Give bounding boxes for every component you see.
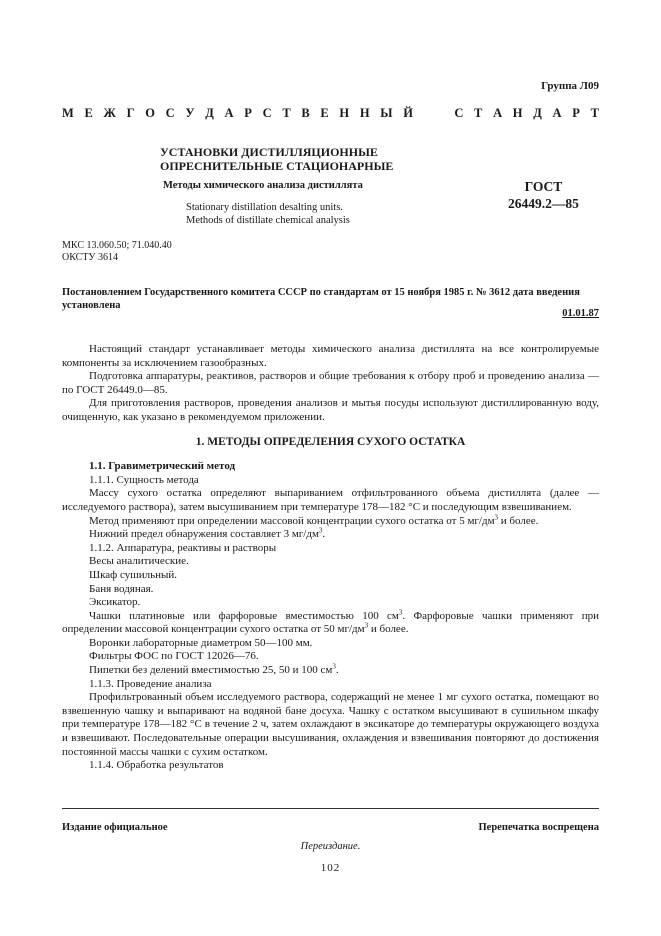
paragraph: Для приготовления растворов, проведения анализов и мытья посуды используют дистиллированную воду, очищенную, как указано в рекомендуемом приложении. bbox=[62, 397, 599, 423]
list-item: Эксикатор. bbox=[89, 596, 141, 609]
title-line-1: УСТАНОВКИ ДИСТИЛЛЯЦИОННЫЕ bbox=[160, 145, 378, 159]
header-letter: Н bbox=[339, 106, 350, 120]
paragraph: Подготовка аппаратуры, реактивов, растворов и общие требования к отбору проб и проведению анализа — по ГОСТ 26449.0—85. bbox=[62, 370, 599, 396]
header-letter: М bbox=[62, 106, 74, 120]
header-letter: У bbox=[185, 106, 195, 120]
header-letter: С bbox=[165, 106, 175, 120]
header-letter: А bbox=[552, 106, 562, 120]
header-letter: Д bbox=[533, 106, 542, 120]
header-letter: Е bbox=[84, 106, 93, 120]
reissue-note: Переиздание. bbox=[300, 841, 361, 852]
standard-subtitle: Методы химического анализа дистиллята bbox=[163, 180, 363, 191]
header-letter: С bbox=[454, 106, 464, 120]
official-edition: Издание официальное bbox=[62, 822, 168, 833]
header-letter: Т bbox=[474, 106, 483, 120]
clause-heading: 1.1.3. Проведение анализа bbox=[89, 677, 212, 690]
paragraph: Массу сухого остатка определяют выпариванием отфильтрованного объема дистиллята (далее — исследуемого раствора), затем высушиванием при температуре 178—182 °С и последующим взвешиванием. bbox=[62, 487, 599, 513]
header-letter: Й bbox=[403, 106, 413, 120]
clause-heading: 1.1.1. Сущность метода bbox=[89, 473, 199, 486]
header-letter: Г bbox=[126, 106, 135, 120]
header-letter: Т bbox=[590, 106, 599, 120]
clause-heading: 1.1.2. Аппаратура, реактивы и растворы bbox=[89, 541, 277, 554]
classification-codes bbox=[62, 240, 172, 264]
list-item: Пипетки без делений вместимостью 25, 50 и 100 $см^3$. bbox=[89, 662, 339, 677]
gost-number-block bbox=[508, 178, 579, 212]
header-letter: Р bbox=[244, 106, 252, 120]
header-letter: А bbox=[493, 106, 503, 120]
title-line-2: ОПРЕСНИТЕЛЬНЫЕ СТАЦИОНАРНЫЕ bbox=[160, 159, 394, 173]
list-item: Весы аналитические. bbox=[89, 555, 189, 568]
header-letter: Д bbox=[205, 106, 214, 120]
header-letter: Е bbox=[320, 106, 329, 120]
header-letter: В bbox=[301, 106, 310, 120]
page-number: 102 bbox=[320, 862, 341, 874]
list-item: Фильтры ФОС по ГОСТ 12026—76. bbox=[89, 650, 259, 663]
clause-heading: 1.1.4. Обработка результатов bbox=[89, 759, 224, 772]
header-letter: Н bbox=[512, 106, 523, 120]
reprint-forbidden: Перепечатка воспрещена bbox=[478, 822, 599, 833]
mks-code: МКС 13.060.50; 71.040.40 bbox=[62, 240, 172, 251]
header-letter: Ы bbox=[380, 106, 393, 120]
gost-label: ГОСТ bbox=[524, 179, 563, 194]
paragraph: Настоящий стандарт устанавливает методы химического анализа дистиллята на все контролируемые компоненты за исключением газообразных. bbox=[62, 343, 599, 369]
header-letter: Ж bbox=[103, 106, 116, 120]
paragraph: Профильтрованный объем исследуемого раствора, содержащий не менее 1 мг сухого остатка, помещают во взвешенную чашку и выпаривают на водяной бане досуха. Чашку с остатком высушивают в сушильном шкафу при температуре 178—182 °С в течение 2 ч, затем охлаждают в эксикаторе до температуры окружающего воздуха и взвешивают. Последовательные операции высушивания, охлаждения и взвешивания повторяют до достижения постоянной массы чашки с сухим остатком. bbox=[62, 691, 599, 758]
standard-title bbox=[160, 145, 393, 173]
effective-date: 01.01.87 bbox=[562, 308, 599, 319]
english-title-line-1: Stationary distillation desalting units. bbox=[186, 202, 343, 213]
document-body bbox=[62, 343, 599, 773]
okstu-code: ОКСТУ 3614 bbox=[62, 252, 119, 263]
header-letter: С bbox=[262, 106, 272, 120]
english-title-line-2: Methods of distillate chemical analysis bbox=[186, 215, 350, 226]
decree-text: Постановлением Государственного комитета СССР по стандартам от 15 ноября 1985 г. № 3612 дата введения установлена bbox=[62, 287, 580, 311]
header-letter: Р bbox=[572, 106, 580, 120]
header-letter: Т bbox=[282, 106, 291, 120]
paragraph: Нижний предел обнаружения составляет 3 $мг/дм^3$. bbox=[89, 526, 326, 541]
paragraph: Чашки платиновые или фарфоровые вместимостью 100 $см^3$. Фарфоровые чашки применяют при определении массовой концентрации сухого остатка от 50 $мг/дм^3$ и более. bbox=[62, 608, 599, 636]
list-item: Баня водяная. bbox=[89, 582, 154, 595]
english-title bbox=[186, 201, 350, 227]
header-letter: А bbox=[224, 106, 234, 120]
header-letter: О bbox=[145, 106, 155, 120]
list-item: Воронки лабораторные диаметром 50—100 мм. bbox=[89, 636, 313, 649]
standard-header bbox=[62, 106, 599, 121]
header-gap bbox=[424, 106, 444, 121]
list-item: Шкаф сушильный. bbox=[89, 568, 178, 581]
header-letter: Н bbox=[359, 106, 370, 120]
subsection-heading: 1.1. Гравиметрический метод bbox=[89, 460, 236, 473]
section-heading: 1. МЕТОДЫ ОПРЕДЕЛЕНИЯ СУХОГО ОСТАТКА bbox=[195, 435, 466, 448]
gost-number: 26449.2—85 bbox=[508, 196, 579, 211]
paragraph: Метод применяют при определении массовой концентрации сухого остатка от 5 $мг/дм^3$ и более. bbox=[89, 512, 539, 527]
group-code: Группа Л09 bbox=[541, 80, 599, 92]
footer-divider bbox=[62, 808, 599, 809]
